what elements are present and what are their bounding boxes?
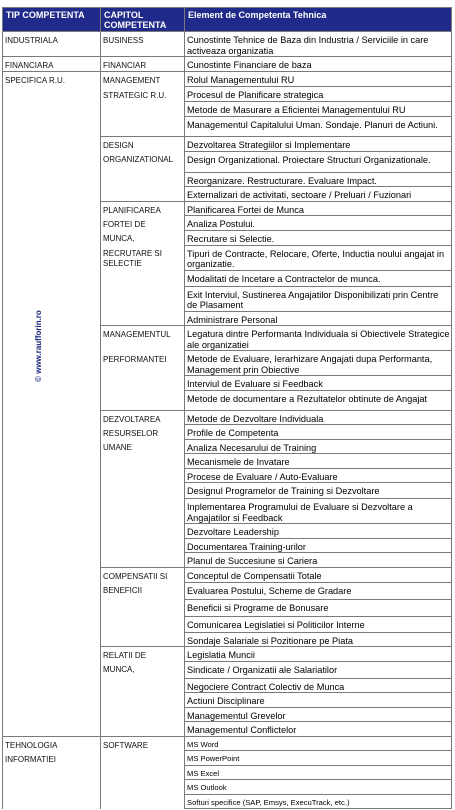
element-cell [185, 468, 452, 483]
element-text: Legislatia Muncii [187, 650, 255, 660]
table-row [3, 468, 452, 483]
element-text: Externalizari de activitati, sectoare / Preluari / Fuzionari [187, 190, 412, 200]
tip-cell [3, 410, 101, 425]
element-cell [185, 780, 452, 795]
table-row [3, 216, 452, 231]
capitol-text: BUSINESS [103, 36, 144, 45]
capitol-cell [101, 538, 185, 553]
element-cell [185, 736, 452, 751]
table-row [3, 780, 452, 795]
element-cell [185, 693, 452, 708]
element-text: Cunostinte Financiare de baza [187, 60, 312, 70]
element-text: Tipuri de Contracte, Relocare, Oferte, Inductia noului angajat in organizatie. [187, 248, 445, 269]
table-row [3, 538, 452, 553]
element-cell [185, 72, 452, 87]
element-text: Managementul Grevelor [187, 710, 286, 721]
capitol-cell [101, 553, 185, 568]
tip-cell [3, 647, 101, 662]
capitol-cell [101, 216, 185, 231]
tip-cell [3, 693, 101, 708]
tip-cell [3, 616, 101, 632]
element-cell [185, 326, 452, 351]
capitol-cell [101, 722, 185, 737]
capitol-cell [101, 32, 185, 57]
table-row [3, 499, 452, 524]
element-text: Mecanismele de Invatare [187, 457, 290, 467]
watermark [34, 292, 46, 382]
element-text: Planul de Succesiune si Cariera [187, 556, 318, 566]
table-row [3, 137, 452, 152]
table-row [3, 454, 452, 469]
element-text: Profile de Competenta [187, 428, 279, 438]
tip-cell [3, 311, 101, 326]
tip-cell [3, 499, 101, 524]
capitol-cell [101, 736, 185, 751]
element-text: Beneficii si Programe de Bonusare [187, 602, 329, 613]
tip-cell [3, 524, 101, 539]
element-cell [185, 425, 452, 440]
element-cell [185, 102, 452, 117]
capitol-cell [101, 57, 185, 72]
capitol-cell [101, 707, 185, 722]
capitol-cell [101, 599, 185, 616]
tip-cell [3, 425, 101, 440]
element-cell [185, 57, 452, 72]
element-text: Metode de Evaluare, Ierarhizare Angajati dupa Performanta, Management prin Obiective [187, 354, 433, 375]
element-cell [185, 151, 452, 172]
element-text: Metode de Masurare a Eficientei Managementului RU [187, 105, 406, 115]
capitol-cell [101, 351, 185, 376]
tip-cell [3, 483, 101, 499]
tip-cell [3, 326, 101, 351]
table-row [3, 245, 452, 270]
tip-text: FINANCIARA [5, 61, 54, 70]
element-cell [185, 439, 452, 454]
table-row [3, 410, 452, 425]
table-row [3, 722, 452, 737]
capitol-cell [101, 326, 185, 351]
capitol-cell [101, 661, 185, 678]
table-row [3, 582, 452, 599]
table-row [3, 661, 452, 678]
element-text: Exit Interviul, Sustinerea Angajatilor Disponibilizati prin Centre de Plasament [187, 289, 439, 310]
table-row [3, 524, 452, 539]
element-text: Dezvoltarea Strategiilor si Implementare [187, 140, 351, 150]
capitol-text: ORGANIZATIONAL [103, 155, 174, 164]
element-text: Rolul Managementului RU [187, 75, 295, 85]
tip-cell [3, 187, 101, 202]
element-text: Design Organizational. Proiectare Structuri Organizationale. [187, 154, 431, 165]
tip-cell [3, 230, 101, 245]
element-cell [185, 311, 452, 326]
element-cell [185, 137, 452, 152]
table-row [3, 72, 452, 87]
element-cell [185, 499, 452, 524]
tip-cell [3, 216, 101, 231]
element-cell [185, 230, 452, 245]
header-element: Element de Competenta Tehnica [185, 8, 452, 32]
tip-cell [3, 661, 101, 678]
tip-cell [3, 553, 101, 568]
tip-cell [3, 270, 101, 286]
capitol-cell [101, 425, 185, 440]
capitol-cell [101, 230, 185, 245]
tip-cell [3, 245, 101, 270]
table-row [3, 567, 452, 582]
element-cell [185, 707, 452, 722]
capitol-text: DESIGN [103, 141, 134, 150]
tip-cell [3, 599, 101, 616]
table-row [3, 172, 452, 187]
table-row [3, 647, 452, 662]
element-text: Modalitati de Incetare a Contractelor de munca. [187, 273, 381, 284]
element-cell [185, 751, 452, 766]
tip-cell [3, 351, 101, 376]
element-text: Sindicate / Organizatii ale Salariatilor [187, 664, 338, 675]
table-row [3, 439, 452, 454]
capitol-cell [101, 311, 185, 326]
element-text: Documentarea Training-urilor [187, 541, 306, 552]
tip-cell [3, 32, 101, 57]
capitol-text: COMPENSATII SI [103, 571, 168, 581]
header-tip: TIP COMPETENTA [3, 8, 101, 32]
element-cell [185, 117, 452, 137]
tip-cell [3, 736, 101, 751]
element-text: Analiza Postului. [187, 219, 255, 229]
element-cell [185, 616, 452, 632]
table-row [3, 616, 452, 632]
element-cell [185, 187, 452, 202]
table-row [3, 736, 452, 751]
tip-cell [3, 538, 101, 553]
capitol-text: RELATII DE [103, 651, 146, 660]
element-cell [185, 678, 452, 693]
capitol-text: MUNCA, [103, 234, 135, 243]
capitol-cell [101, 794, 185, 809]
tip-text: INFORMATIEI [5, 754, 56, 764]
capitol-cell [101, 468, 185, 483]
table-row [3, 765, 452, 780]
element-cell [185, 538, 452, 553]
capitol-text: STRATEGIC R.U. [103, 90, 167, 100]
element-text: MS Outlook [187, 783, 227, 792]
table-row [3, 599, 452, 616]
tip-cell [3, 678, 101, 693]
table-row [3, 270, 452, 286]
table-row [3, 693, 452, 708]
tip-cell [3, 794, 101, 809]
element-cell [185, 216, 452, 231]
capitol-text: PLANIFICAREA [103, 205, 161, 215]
tip-cell [3, 72, 101, 87]
tip-cell [3, 286, 101, 311]
element-text: Metode de documentare a Rezultatelor obtinute de Angajat [187, 393, 428, 404]
table-row [3, 632, 452, 647]
element-text: Recrutare si Selectie. [187, 233, 275, 244]
capitol-cell [101, 751, 185, 766]
element-cell [185, 410, 452, 425]
element-cell [185, 270, 452, 286]
element-text: Sondaje Salariale si Pozitionare pe Piata [187, 635, 353, 646]
tip-cell [3, 87, 101, 102]
tip-cell [3, 780, 101, 795]
element-text: Administrare Personal [187, 314, 278, 325]
element-text: Evaluarea Postului, Scheme de Gradare [187, 585, 352, 596]
tip-cell [3, 567, 101, 582]
element-cell [185, 376, 452, 391]
capitol-text: UMANE [103, 443, 132, 452]
element-cell [185, 245, 452, 270]
table-row [3, 751, 452, 766]
element-cell [185, 454, 452, 469]
tip-cell [3, 439, 101, 454]
competency-table [2, 7, 452, 809]
tip-cell [3, 117, 101, 137]
element-cell [185, 172, 452, 187]
element-text: Actiuni Disciplinare [187, 696, 265, 706]
element-text: Negociere Contract Colectiv de Munca [187, 681, 345, 692]
capitol-text: PERFORMANTEI [103, 354, 167, 364]
element-cell [185, 32, 452, 57]
capitol-text: RESURSELOR [103, 428, 159, 438]
capitol-cell [101, 376, 185, 391]
element-cell [185, 351, 452, 376]
element-cell [185, 661, 452, 678]
element-cell [185, 87, 452, 102]
element-text: Managementul Capitalului Uman. Sondaje. Planuri de Actiuni. [187, 120, 438, 130]
capitol-cell [101, 137, 185, 152]
capitol-text: SOFTWARE [103, 740, 149, 750]
table-row [3, 376, 452, 391]
element-text: Interviul de Evaluare si Feedback [187, 379, 323, 389]
capitol-cell [101, 499, 185, 524]
element-text: Inplementarea Programului de Evaluare si Dezvoltare a Angajatilor si Feedback [187, 502, 413, 523]
capitol-cell [101, 567, 185, 582]
element-text: Designul Programelor de Training si Dezvoltare [187, 486, 380, 496]
capitol-text: MANAGEMENT [103, 76, 161, 85]
watermark-text: © www.raufforin.ro [34, 310, 43, 382]
element-text: Procese de Evaluare / Auto-Evaluare [187, 471, 338, 482]
header-row [3, 8, 452, 32]
element-text: MS Excel [187, 768, 220, 778]
tip-cell [3, 172, 101, 187]
capitol-cell [101, 616, 185, 632]
table-row [3, 201, 452, 216]
element-text: MS Word [187, 739, 219, 749]
capitol-cell [101, 765, 185, 780]
tip-cell [3, 376, 101, 391]
capitol-cell [101, 172, 185, 187]
element-cell [185, 553, 452, 568]
element-text: Metode de Dezvoltare Individuala [187, 413, 324, 424]
element-cell [185, 722, 452, 737]
table-row [3, 117, 452, 137]
capitol-cell [101, 286, 185, 311]
table-body [3, 32, 452, 809]
table-row [3, 425, 452, 440]
element-cell [185, 567, 452, 582]
tip-cell [3, 201, 101, 216]
element-cell [185, 201, 452, 216]
table-row [3, 326, 452, 351]
tip-cell [3, 468, 101, 483]
tip-cell [3, 722, 101, 737]
element-text: Legatura dintre Performanta Individuala si Obiectivele Strategice ale organizatiei [187, 329, 450, 350]
capitol-cell [101, 632, 185, 647]
table-row [3, 187, 452, 202]
tip-cell [3, 582, 101, 599]
tip-text: INDUSTRIALA [5, 36, 58, 45]
element-cell [185, 647, 452, 662]
capitol-cell [101, 72, 185, 87]
table-row [3, 707, 452, 722]
element-cell [185, 390, 452, 410]
element-text: Conceptul de Compensatii Totale [187, 570, 322, 581]
table-row [3, 390, 452, 410]
capitol-cell [101, 454, 185, 469]
tip-text: TEHNOLOGIA [5, 740, 58, 750]
element-cell [185, 599, 452, 616]
element-text: Softuri specifice (SAP, Emsys, ExecuTrack, etc.) [187, 797, 350, 807]
capitol-cell [101, 201, 185, 216]
tip-text: SPECIFICA R.U. [5, 76, 66, 85]
capitol-cell [101, 151, 185, 172]
element-text: Planificarea Fortei de Munca [187, 204, 304, 215]
element-cell [185, 794, 452, 809]
element-cell [185, 632, 452, 647]
capitol-cell [101, 693, 185, 708]
capitol-text: FORTEI DE [103, 219, 146, 229]
capitol-cell [101, 187, 185, 202]
capitol-cell [101, 483, 185, 499]
table-row [3, 553, 452, 568]
element-text: Reorganizare. Restructurare. Evaluare Impact. [187, 175, 377, 186]
capitol-text: RECRUTARE SI SELECTIE [103, 249, 162, 268]
capitol-cell [101, 117, 185, 137]
table-row [3, 57, 452, 72]
table-row [3, 678, 452, 693]
table-row [3, 483, 452, 499]
element-cell [185, 483, 452, 499]
capitol-cell [101, 245, 185, 270]
element-text: MS PowerPoint [187, 754, 240, 763]
tip-cell [3, 151, 101, 172]
table-row [3, 151, 452, 172]
capitol-cell [101, 390, 185, 410]
table-row [3, 102, 452, 117]
table-row [3, 311, 452, 326]
capitol-cell [101, 87, 185, 102]
table-row [3, 351, 452, 376]
element-text: Dezvoltare Leadership [187, 527, 279, 537]
capitol-cell [101, 102, 185, 117]
table-row [3, 286, 452, 311]
element-text: Procesul de Planificare strategica [187, 90, 324, 100]
tip-cell [3, 765, 101, 780]
element-cell [185, 582, 452, 599]
tip-cell [3, 707, 101, 722]
element-cell [185, 524, 452, 539]
tip-cell [3, 102, 101, 117]
tip-cell [3, 57, 101, 72]
capitol-text: DEZVOLTAREA [103, 414, 161, 424]
table-row [3, 87, 452, 102]
capitol-cell [101, 678, 185, 693]
tip-cell [3, 137, 101, 152]
element-text: Cunostinte Tehnice de Baza din Industria / Serviciile in care activeaza organizatia [187, 35, 429, 56]
element-text: Analiza Necesarului de Training [187, 442, 317, 453]
tip-cell [3, 751, 101, 766]
element-cell [185, 765, 452, 780]
table-row [3, 32, 452, 57]
table-row [3, 230, 452, 245]
element-cell [185, 286, 452, 311]
tip-cell [3, 390, 101, 410]
capitol-text: BENEFICII [103, 586, 143, 595]
tip-cell [3, 632, 101, 647]
capitol-cell [101, 439, 185, 454]
table-row [3, 794, 452, 809]
capitol-cell [101, 270, 185, 286]
header-capitol: CAPITOL COMPETENTA [101, 8, 185, 32]
capitol-cell [101, 410, 185, 425]
capitol-text: MANAGEMENTUL [103, 330, 171, 339]
capitol-text: FINANCIAR [103, 61, 147, 70]
tip-cell [3, 454, 101, 469]
capitol-cell [101, 524, 185, 539]
capitol-cell [101, 582, 185, 599]
capitol-cell [101, 780, 185, 795]
element-text: Comunicarea Legislatiei si Politicilor Interne [187, 619, 365, 630]
capitol-cell [101, 647, 185, 662]
capitol-text: MUNCA, [103, 665, 135, 674]
element-text: Managementul Conflictelor [187, 725, 297, 735]
